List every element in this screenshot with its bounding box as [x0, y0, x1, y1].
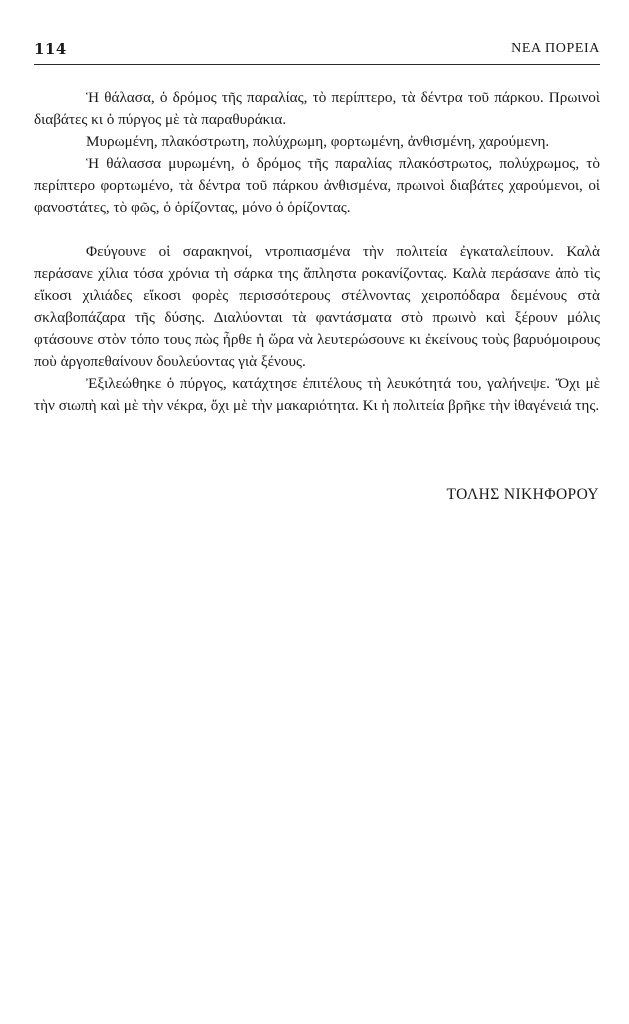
paragraph: Μυρωμένη, πλακόστρωτη, πολύχρωμη, φορτωμένη, ἀνθισμένη, χαρούμενη. [86, 133, 550, 150]
journal-title: ΝΕΑ ΠΟΡΕΙΑ [511, 41, 600, 56]
author-signature: ΤΟΛΗΣ ΝΙΚΗΦΟΡΟΥ [446, 486, 599, 503]
paragraph: Ἡ θάλασα, ὁ δρόμος τῆς παραλίας, τὸ περίπτερο, τὰ δέντρα τοῦ πάρκου. Πρωινοὶ διαβάτες κι ὁ πύργος μὲ τὰ παραθυράκια. [34, 89, 600, 128]
running-head [34, 40, 600, 64]
paragraph: Ἡ θάλασσα μυρωμένη, ὁ δρόμος τῆς παραλίας πλακόστρωτος, πολύχρωμος, τὸ περίπτερο φορτωμένο, τὰ δέντρα τοῦ πάρκου ἀνθισμένα, πρωινοὶ διαβάτες χαρούμενοι, οἱ φανοστάτες, τὸ φῶς, ὁ ὁρίζοντας, μόνο ὁ ὁρίζοντας. [34, 155, 600, 216]
header-divider [34, 64, 600, 65]
article-body [34, 87, 600, 417]
paragraph: Ἐξιλεώθηκε ὁ πύργος, κατάχτησε ἐπιτέλους τὴ λευκότητά του, γαλήνεψε. Ὄχι μὲ τὴν σιωπὴ καὶ μὲ τὴν νέκρα, ὄχι μὲ τὴν μακαριότητα. Κι ἡ πολιτεία βρῆκε τὴν ἰθαγένειά της. [34, 375, 600, 414]
paragraph: Φεύγουνε οἱ σαρακηνοί, ντροπιασμένα τὴν πολιτεία ἐγκαταλείπουν. Καλὰ περάσανε χίλια τόσα χρόνια τὴ σάρκα της ἄπληστα ροκανίζοντας. Καλὰ περάσανε ἀπὸ τὶς εἴκοσι χιλιάδες εἴκοσι φορὲς περισσότερους στέλνοντας χειροπόδαρα δεμένους στὰ σκλαβοπάζαρα τῆς δύσης. Διαλύονται τὰ φαντάσματα στὸ πρωινὸ καὶ ξέρουν μόλις φτάσουνε στὸν τόπο τους πὼς ἦρθε ἡ ὥρα νὰ λευτερώσουνε κι ἐκείνους τοὺς βαρυόμοιρους ποὺ ἀργοπεθαίνουν δουλεύοντας γιὰ ξένους. [34, 243, 600, 370]
page-number: 114 [34, 40, 67, 58]
